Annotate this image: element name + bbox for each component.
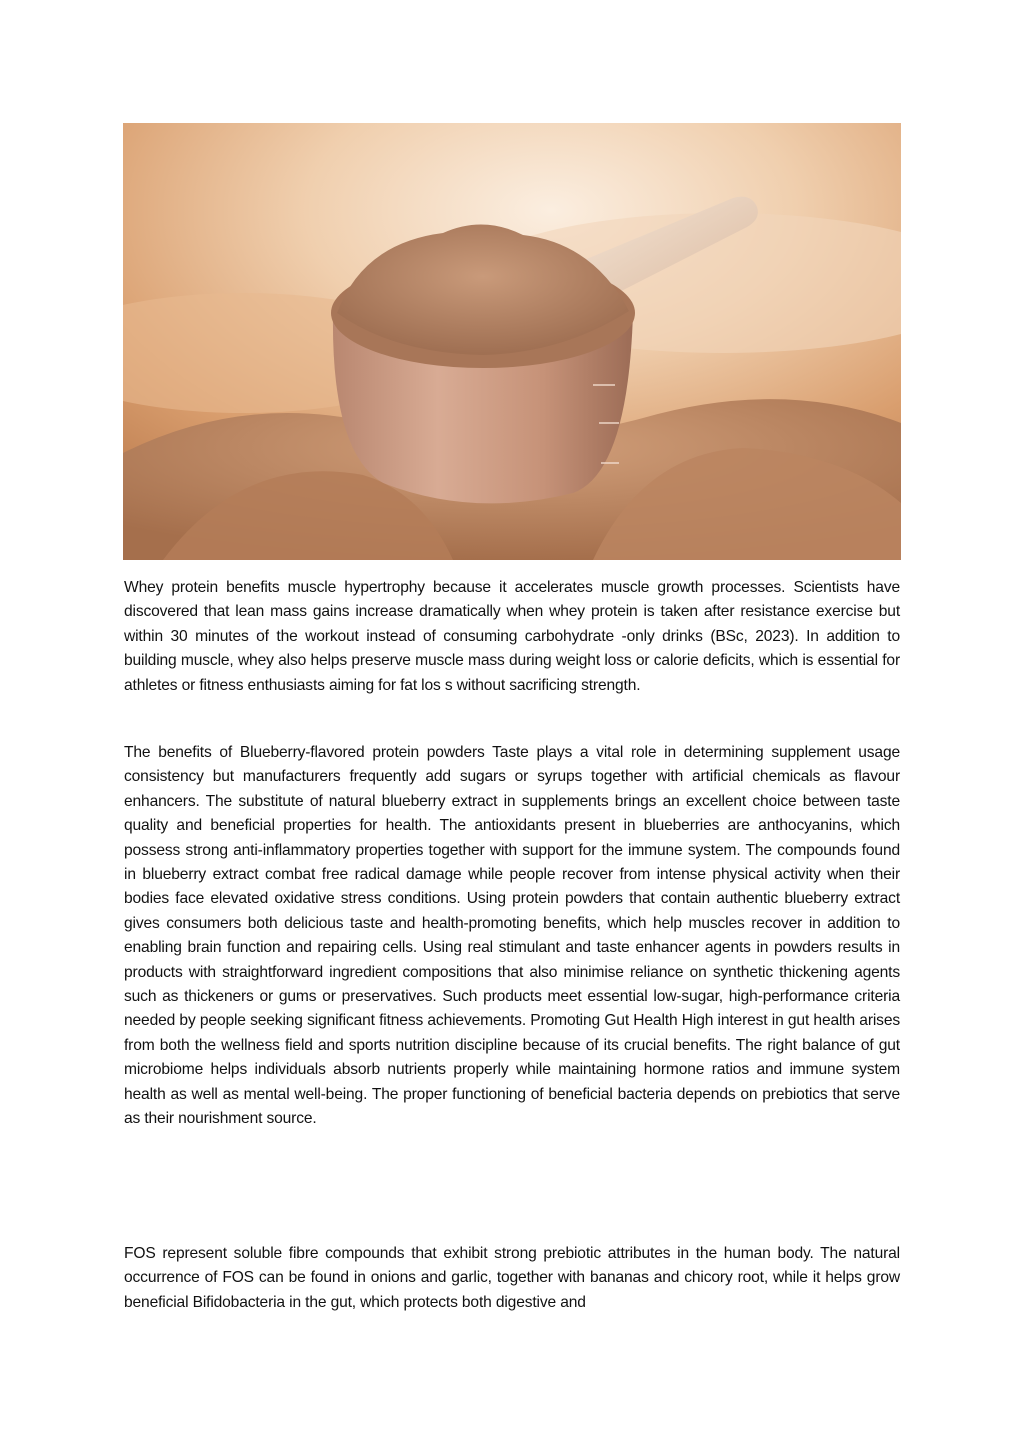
paragraph-whey-protein: Whey protein benefits muscle hypertrophy because it accelerates muscle growth processes. Scientists have discovered that lean mass gains increase dramatically when whey protein is taken after resistance exercise but within 30 minutes of the workout instead of consuming carbohydrate -only drinks (BSc, 2023). In addition to building muscle, whey also helps preserve muscle mass during weight loss or calorie deficits, which is essential for athletes or fitness enthusiasts aiming for fat los s without sacrificing strength. [124, 579, 900, 694]
paragraph-fos: FOS represent soluble fibre compounds that exhibit strong prebiotic attributes in the human body. The natural occurrence of FOS can be found in onions and garlic, together with bananas and chicory root, while it helps grow beneficial Bifidobacteria in the gut, which protects both digestive and [124, 1245, 900, 1311]
protein-powder-scoop-photo [123, 123, 901, 560]
paragraph-blueberry-benefits: The benefits of Blueberry-flavored protein powders Taste plays a vital role in determining supplement usage consistency but manufacturers frequently add sugars or syrups together with artificial chemicals as flavour enhancers. The substitute of natural blueberry extract in supplements brings an excellent choice between taste quality and beneficial properties for health. The antioxidants present in blueberries are anthocyanins, which possess strong anti-inflammatory properties together with support for the immune system. The compounds found in blueberry extract combat free radical damage while people recover from intense physical activity when their bodies face elevated oxidative stress conditions. Using protein powders that contain authentic blueberry extract gives consumers both delicious taste and health-promoting benefits, which help muscles recover in addition to enabling brain function and repairing cells. Using real stimulant and taste enhancer agents in powders results in products with straightforward ingredient compositions that also minimise reliance on synthetic thickening agents such as thickeners or gums or preservatives. Such products meet essential low-sugar, high-performance criteria needed by people seeking significant fitness achievements. Promoting Gut Health High interest in gut health arises from both the wellness field and sports nutrition discipline because of its crucial benefits. The right balance of gut microbiome helps individuals absorb nutrients properly while maintaining hormone ratios and immune system health as well as mental well-being. The proper functioning of beneficial bacteria depends on prebiotics that serve as their nourishment source. [124, 744, 900, 1128]
